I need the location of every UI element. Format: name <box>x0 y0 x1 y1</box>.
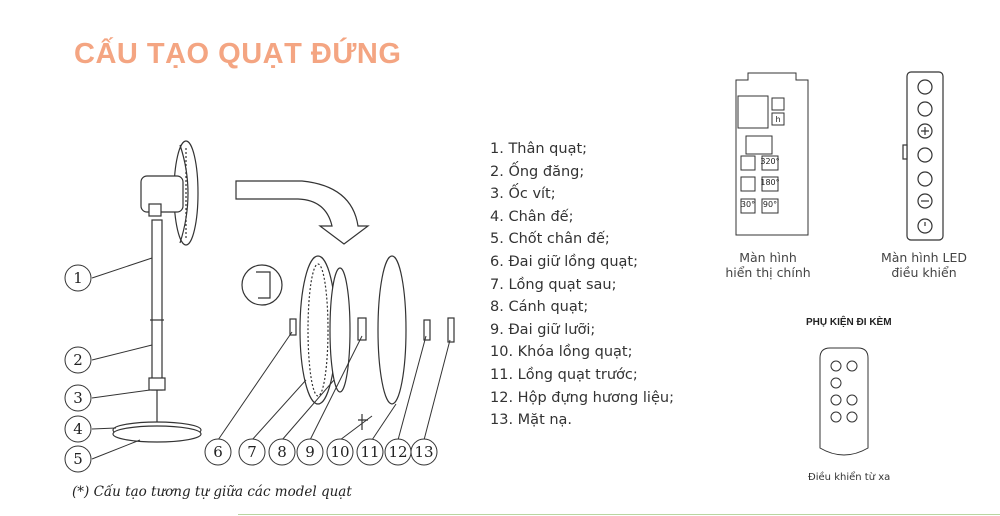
num-8: 8 <box>277 443 287 461</box>
led-panel-drawing <box>903 72 943 240</box>
list-item: 4. Chân đế; <box>490 208 574 225</box>
num-10: 10 <box>330 443 350 461</box>
list-item: 12. Hộp đựng hương liệu; <box>490 389 674 406</box>
timer-icon <box>741 177 755 191</box>
display-panel-drawing <box>736 73 808 235</box>
num-1: 1 <box>73 269 83 287</box>
num-13: 13 <box>414 443 434 461</box>
swing-icon <box>918 80 932 94</box>
display-panel-caption: Màn hình hiển thị chính <box>725 250 811 280</box>
parts-list <box>490 138 674 432</box>
fan-icon <box>831 395 841 405</box>
mode-icon <box>831 378 841 388</box>
mode-icon <box>918 102 932 116</box>
mask-drawing <box>448 318 454 342</box>
num-7: 7 <box>247 443 257 461</box>
remote-drawing <box>820 348 868 455</box>
list-item: 10. Khóa lồng quạt; <box>490 344 633 361</box>
num-3: 3 <box>73 389 83 407</box>
fan-body-drawing <box>113 141 201 442</box>
list-item: 3. Ốc vít; <box>490 186 556 203</box>
footnote: (*) Cấu tạo tương tự giữa các model quạt <box>72 484 352 500</box>
num-5: 5 <box>73 450 83 468</box>
screw-icon <box>358 414 368 430</box>
list-item: 9. Đai giữ lưỡi; <box>490 321 596 338</box>
blade-drawing <box>330 268 350 392</box>
aroma-box-drawing <box>424 320 430 340</box>
timer-icon <box>918 148 932 162</box>
num-2: 2 <box>73 351 83 369</box>
swing-icon <box>847 361 857 371</box>
list-item: 8. Cánh quạt; <box>490 299 589 316</box>
assembly-arrow-icon <box>236 181 368 244</box>
display-btn-180: 180° <box>760 178 780 187</box>
timer-icon <box>847 395 857 405</box>
accessories-title: PHỤ KIỆN ĐI KÈM <box>806 317 892 328</box>
minus-icon <box>847 412 857 422</box>
list-item: 5. Chốt chân đế; <box>490 231 610 248</box>
divider <box>238 514 1000 515</box>
list-item: 6. Đai giữ lồng quạt; <box>490 253 638 270</box>
ring-drawing <box>290 319 296 335</box>
fan-icon <box>772 98 784 110</box>
moon-icon <box>741 156 755 170</box>
remote-caption: Điều khiển từ xa <box>808 472 891 483</box>
num-12: 12 <box>388 443 408 461</box>
page-title: CẤU TẠO QUẠT ĐỨNG <box>74 38 402 70</box>
display-btn-320: 320° <box>760 157 780 166</box>
display-btn-h: h <box>775 115 781 124</box>
list-item: 2. Ống đăng; <box>490 163 585 180</box>
display-btn-90: 90° <box>762 200 778 209</box>
display-btn-30: 30° <box>740 200 756 209</box>
num-4: 4 <box>73 420 83 438</box>
plus-icon <box>831 412 841 422</box>
num-6: 6 <box>213 443 223 461</box>
list-item: 11. Lồng quạt trước; <box>490 366 638 383</box>
led-panel-caption: Màn hình LED điều khiển <box>880 250 968 280</box>
num-11: 11 <box>360 443 380 461</box>
fan-icon <box>918 172 932 186</box>
front-guard-drawing <box>378 256 406 404</box>
list-item: 13. Mặt nạ. <box>490 412 573 429</box>
list-item: 1. Thân quạt; <box>490 141 588 157</box>
list-item: 7. Lồng quạt sau; <box>490 276 617 293</box>
num-9: 9 <box>305 443 315 461</box>
power-icon <box>831 361 841 371</box>
